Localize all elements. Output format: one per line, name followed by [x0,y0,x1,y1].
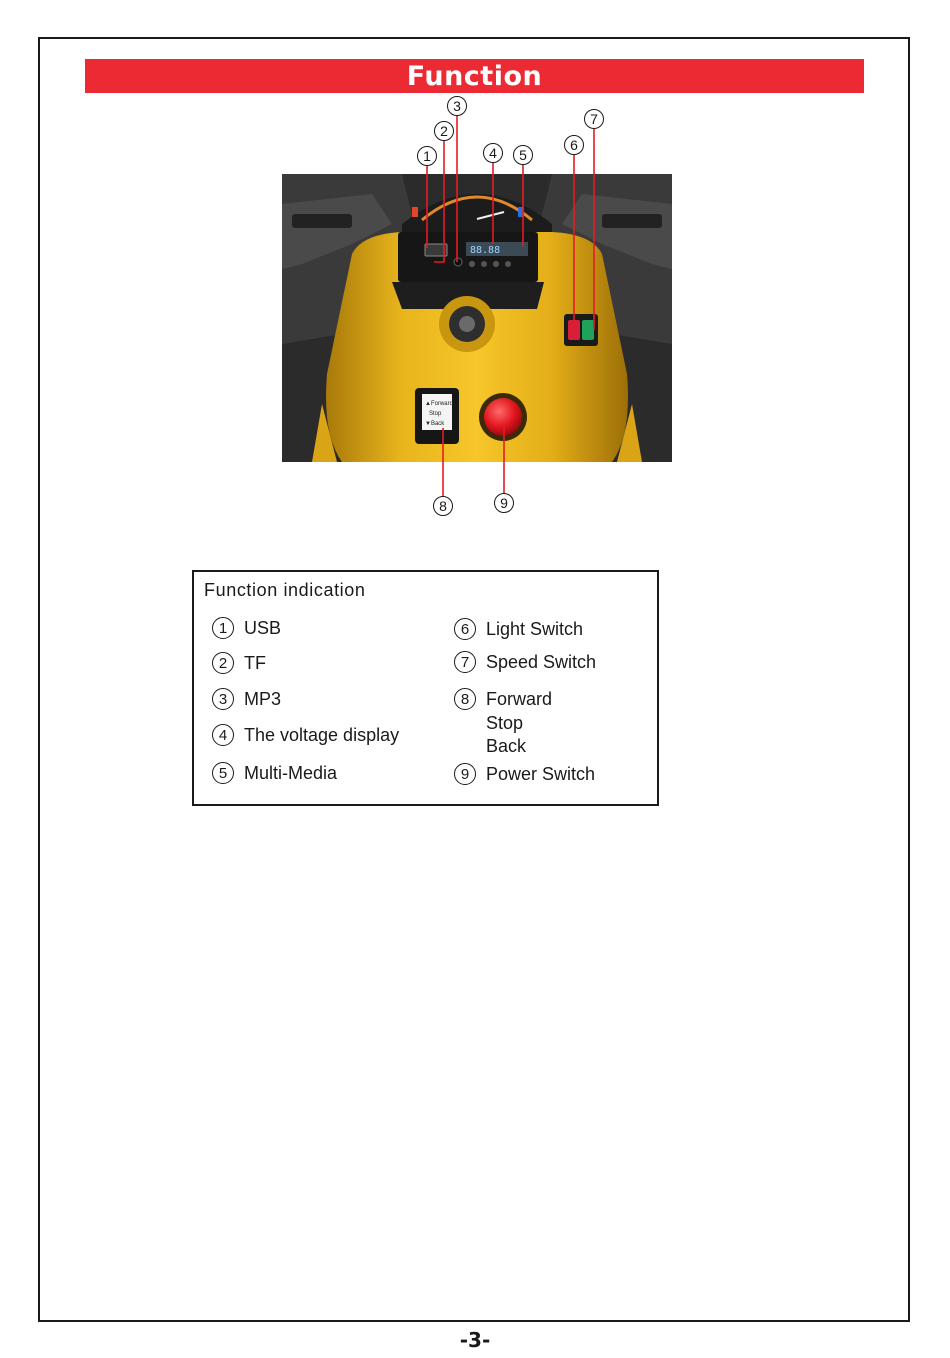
svg-text:▼Back: ▼Back [425,421,445,427]
legend-item-light-switch: 6 Light Switch [454,618,583,641]
callout-8: 8 [433,496,453,516]
callout-4: 4 [483,143,503,163]
legend-item-mp3: 3 MP3 [212,688,281,711]
callout-2: 2 [434,121,454,141]
leader-2 [434,141,444,262]
direction-stop: Stop [486,712,524,733]
page-number: -3- [459,1328,491,1352]
section-title: Function [406,60,543,92]
svg-text:Stop: Stop [429,411,442,417]
callout-9: 9 [494,493,514,513]
callout-6: 6 [564,135,584,155]
legend-item-multi-media: 5 Multi-Media [212,762,337,785]
legend-item-speed-switch: 7 Speed Switch [454,651,596,674]
direction-forward: Forward [486,689,553,709]
legend-item-usb: 1 USB [212,617,281,640]
legend-item-direction: 8 Forward Stop Back [454,688,552,759]
callout-3: 3 [447,96,467,116]
callout-5: 5 [513,145,533,165]
legend-item-tf: 2 TF [212,652,266,675]
callout-1: 1 [417,146,437,166]
direction-back: Back [486,736,527,756]
legend-item-voltage-display: 4 The voltage display [212,724,399,747]
svg-text:88.88: 88.88 [470,245,501,256]
legend-title: Function indication [204,580,366,600]
legend-item-power-switch: 9 Power Switch [454,763,595,786]
function-legend [192,570,659,806]
svg-text:▲Forward: ▲Forward [425,401,453,407]
callout-7: 7 [584,109,604,129]
